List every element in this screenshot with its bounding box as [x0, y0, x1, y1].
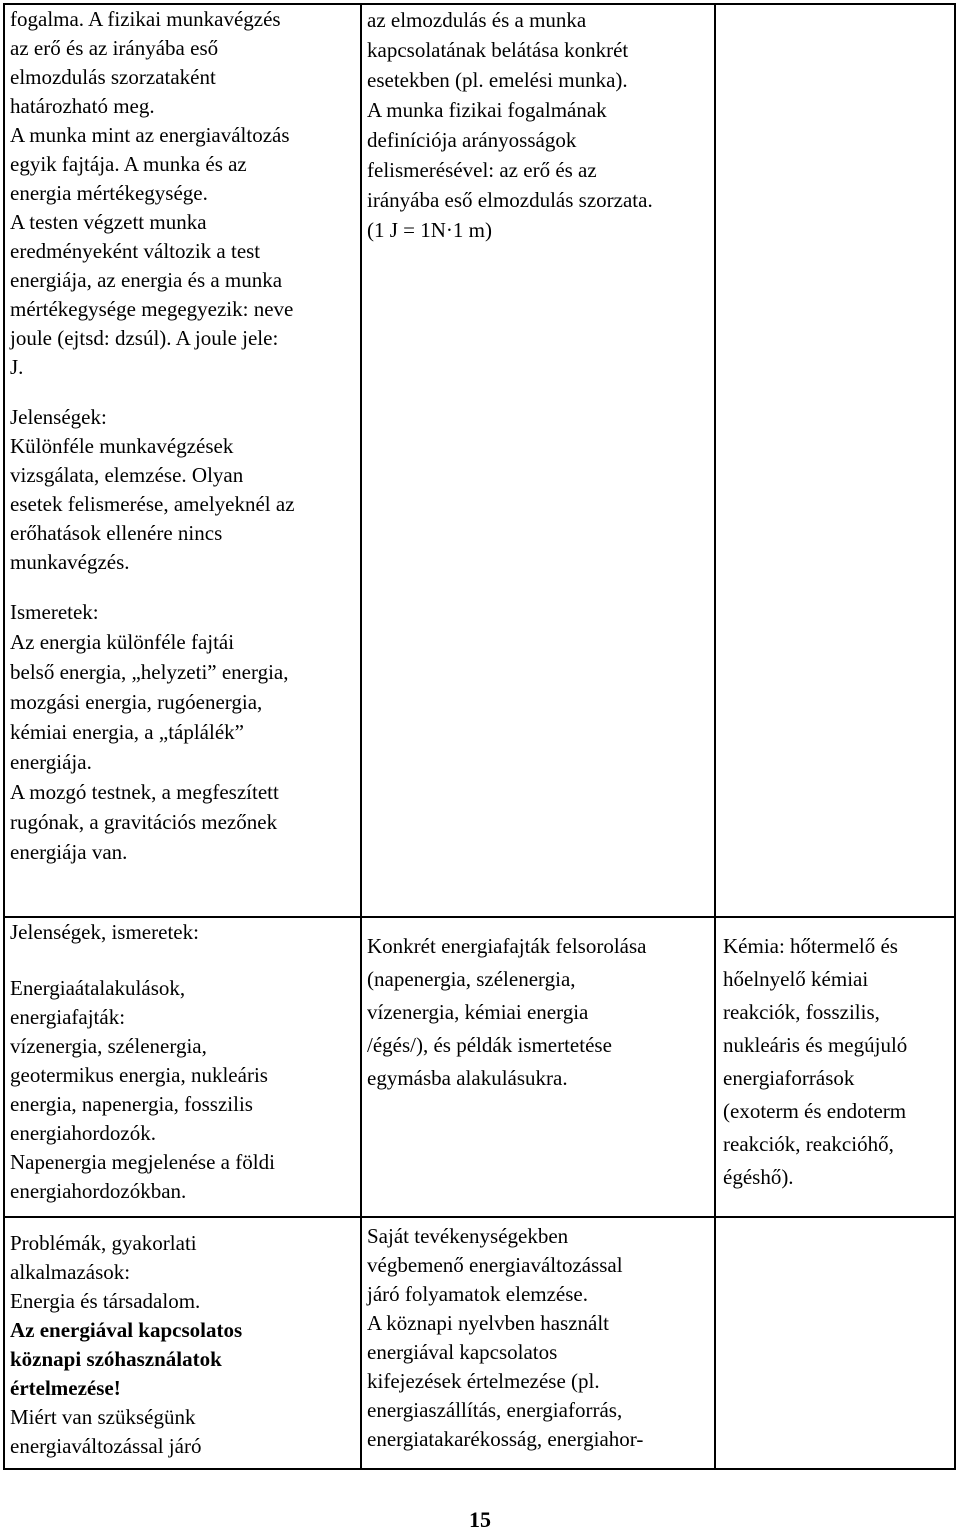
knowledge-heading: Ismeretek: [10, 600, 99, 624]
knowledge-text: Az energia különféle fajtái belső energia, „helyzeti” energia, mozgási energia, rugóenergia, kémiai energia, a „táplálék” energiája. A mozgó testnek, a megfeszített rugónak, a gravitációs mezőnek energiája van. [10, 630, 289, 864]
energy-heading: Jelenségek, ismeretek: [10, 920, 199, 944]
table-border-left [3, 3, 5, 1470]
row2-col1-cell [10, 918, 355, 1206]
intro-text: fogalma. A fizikai munkavégzés az erő és az irányába eső elmozdulás szorzataként határozható meg. A munka mint az energiaváltozás egyik fajtája. A munka és az energia mértékegysége. A testen végzett munka eredményeként változik a test energiája, az energia és a munka mértékegysége megegyezik: neve joule (ejtsd: dzsúl). A joule jele: J. [10, 7, 294, 379]
table-border-right [954, 3, 956, 1470]
table-border-col2 [714, 3, 716, 1470]
table-border-row2 [3, 1216, 956, 1218]
society-text: Energia és társadalom. [10, 1289, 201, 1313]
energy-forms-text: Energiaátalakulások, energiafajták: vízenergia, szélenergia, geotermikus energia, nukleáris energia, napenergia, fosszilis energiahordozók. Napenergia megjelenése a földi energiahordozókban. [10, 976, 275, 1203]
work-definition-text: az elmozdulás és a munka kapcsolatának belátása konkrét esetekben (pl. emelési munka). A munka fizikai fogalmának definíciója arányosságok felismerésével: az erő és az irányába eső elmozdulás szorzata. (1 J = 1N·1 m) [367, 8, 653, 242]
problems-heading: Problémák, gyakorlati alkalmazások: [10, 1231, 197, 1284]
phenomena-text: Különféle munkavégzések vizsgálata, elemzése. Olyan esetek felismerése, amelyeknél az erőhatások ellenére nincs munkavégzés. [10, 434, 295, 574]
activities-text: Saját tevékenységekben végbemenő energiaváltozással járó folyamatok elemzése. A köznapi nyelvben használt energiával kapcsolatos kifejezések értelmezése (pl. energiaszállítás, energiaforrás, energiatakarékosság, energiahor- [367, 1224, 644, 1451]
usage-bold-text: Az energiával kapcsolatos köznapi szóhasználatok értelmezése! [10, 1318, 243, 1400]
row2-col2-cell [367, 930, 712, 1095]
energy-examples-text: Konkrét energiafajták felsorolása (napenergia, szélenergia, vízenergia, kémiai energia /égés/), és példák ismertetése egymásba alakulásukra. [367, 934, 647, 1090]
chemistry-link-text: Kémia: hőtermelő és hőelnyelő kémiai reakciók, fosszilis, nukleáris és megújuló energiaforrások (exoterm és endoterm reakciók, reakcióhő, égéshő). [723, 934, 908, 1189]
table-border-bottom [3, 1468, 956, 1470]
row1-col1-cell [10, 5, 355, 867]
row2-col3-cell [723, 930, 951, 1194]
row3-col2-cell [367, 1222, 712, 1454]
table-border-col1 [360, 3, 362, 1470]
page-number: 15 [469, 1507, 491, 1532]
phenomena-heading: Jelenségek: [10, 405, 107, 429]
row1-col2-cell [367, 5, 712, 245]
question-text: Miért van szükségünk energiaváltozással járó [10, 1405, 202, 1458]
row3-col1-cell [10, 1229, 355, 1461]
curriculum-table [3, 3, 956, 1470]
